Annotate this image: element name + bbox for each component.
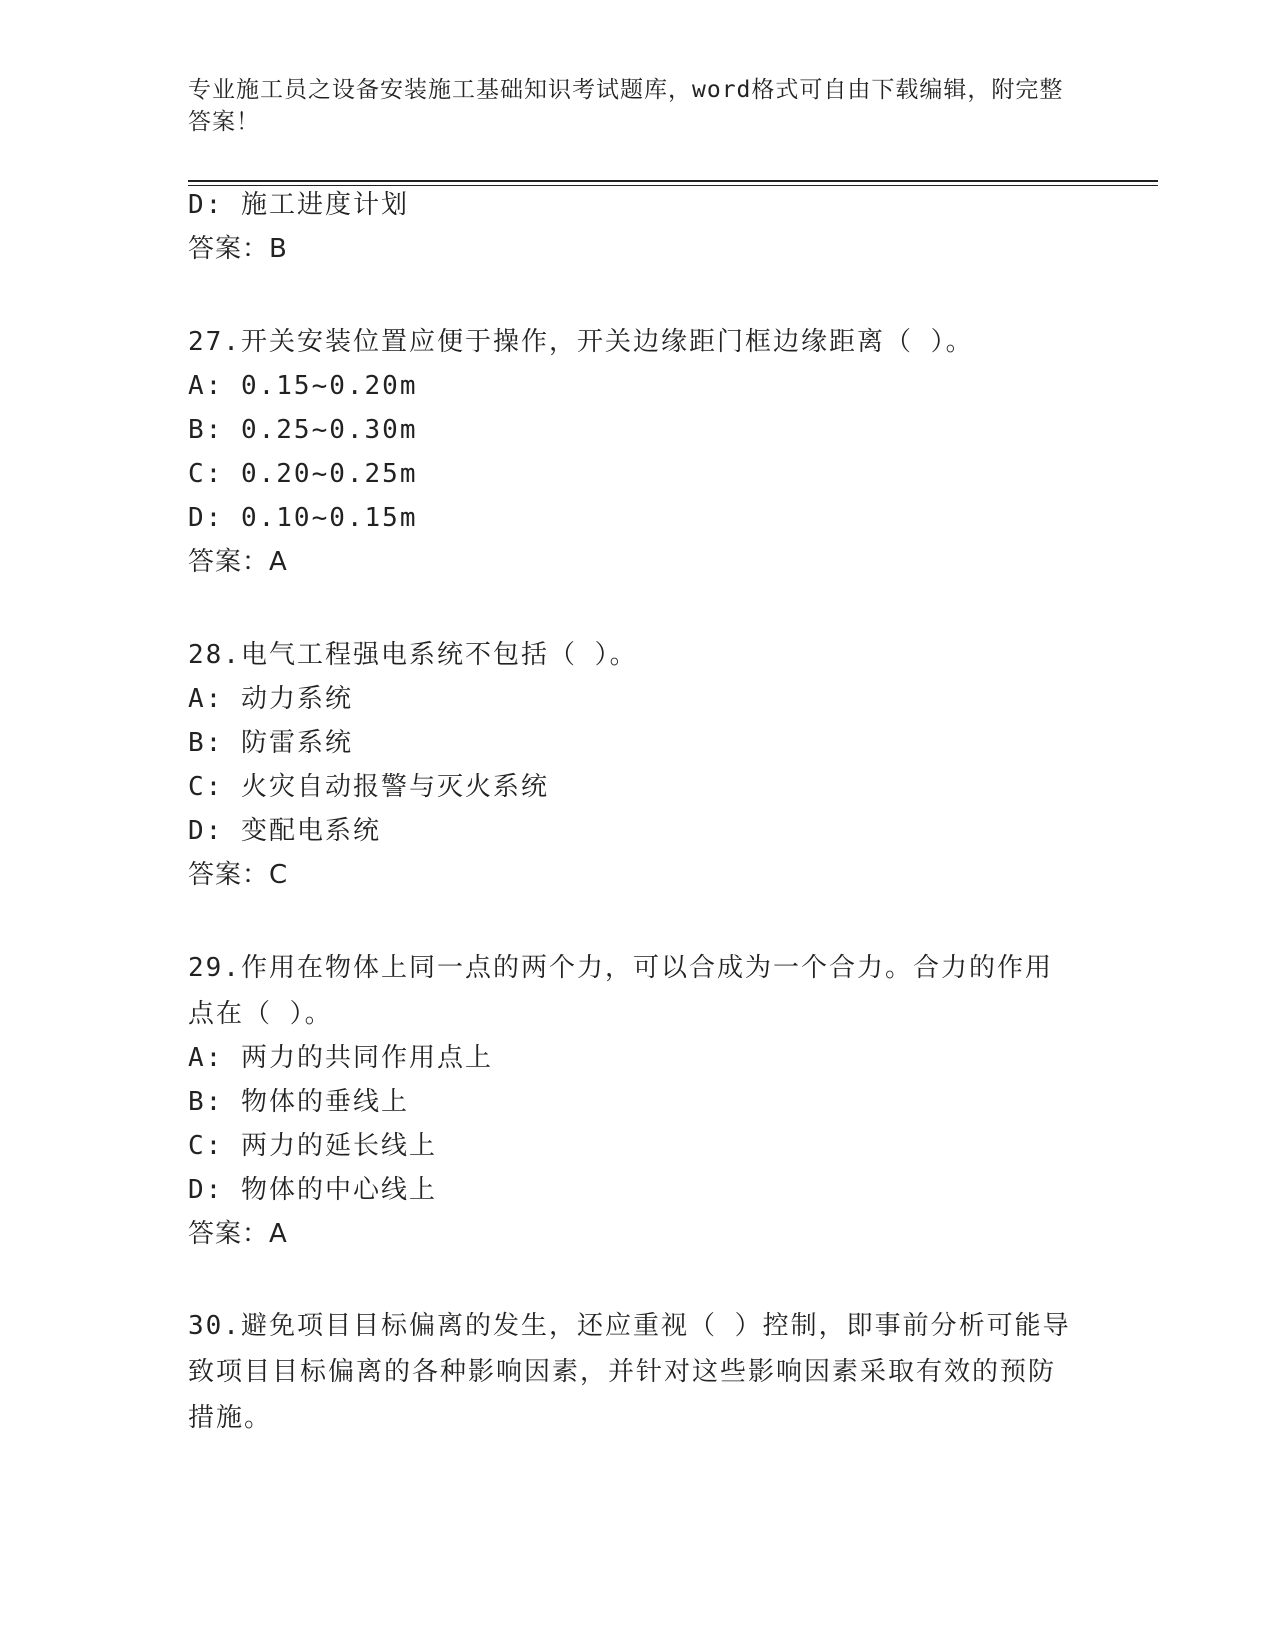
option-c: C: 火灾自动报警与灭火系统 <box>188 772 549 802</box>
header-divider <box>188 180 1158 182</box>
answer: 答案：A <box>188 1219 288 1249</box>
option-d: D: 施工进度计划 <box>188 190 409 220</box>
option-a: A: 两力的共同作用点上 <box>188 1043 493 1073</box>
option-d: D: 物体的中心线上 <box>188 1175 437 1205</box>
option-d: D: 0.10~0.15m <box>188 503 418 533</box>
question-stem: 28.电气工程强电系统不包括（ ）。 <box>188 640 638 670</box>
option-b: B: 0.25~0.30m <box>188 415 418 445</box>
option-c: C: 0.20~0.25m <box>188 459 418 489</box>
answer: 答案：C <box>188 860 289 890</box>
option-b: B: 防雷系统 <box>188 728 353 758</box>
option-c: C: 两力的延长线上 <box>188 1131 437 1161</box>
option-d: D: 变配电系统 <box>188 816 381 846</box>
question-stem: 27.开关安装位置应便于操作，开关边缘距门框边缘距离（ ）。 <box>188 327 974 357</box>
question-stem: 29.作用在物体上同一点的两个力，可以合成为一个合力。合力的作用点在（ ）。 <box>188 953 1053 1029</box>
header-divider-thin <box>188 185 1158 186</box>
answer: 答案：A <box>188 547 288 577</box>
option-a: A: 动力系统 <box>188 684 353 714</box>
document-header: 专业施工员之设备安装施工基础知识考试题库，word格式可自由下载编辑，附完整答案！ <box>188 77 1064 135</box>
option-a: A: 0.15~0.20m <box>188 371 418 401</box>
answer: 答案：B <box>188 234 288 264</box>
option-b: B: 物体的垂线上 <box>188 1087 409 1117</box>
question-stem: 30.避免项目目标偏离的发生，还应重视（ ）控制，即事前分析可能导致项目目标偏离的各种影响因素，并针对这些影响因素采取有效的预防措施。 <box>188 1311 1071 1433</box>
